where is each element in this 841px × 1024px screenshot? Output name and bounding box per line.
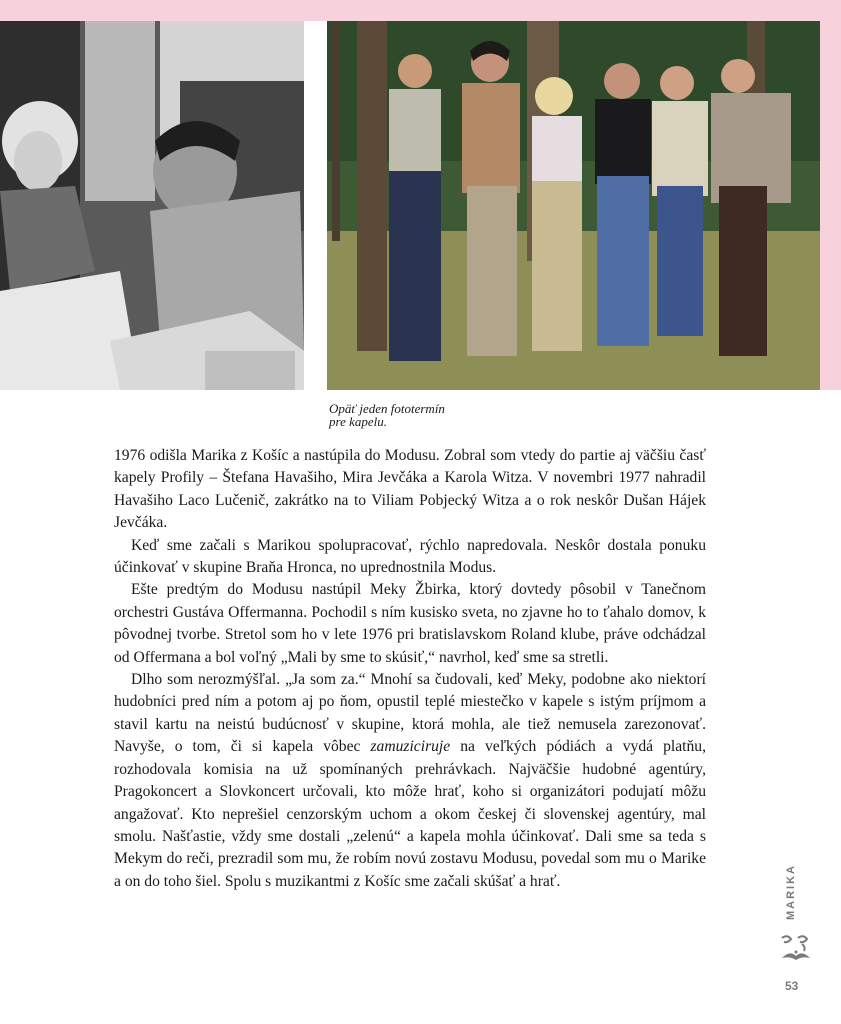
photo-caption	[329, 402, 549, 428]
photo-black-white-couple	[0, 21, 304, 390]
paragraph: Ešte predtým do Modusu nastúpil Meky Žbirka, ktorý dovtedy pôsobil v Tanečnom orchestri Gustáva Offermanna. Pochodil s ním kusisko sveta, no zjavne ho to ťahalo domov, k pôvodnej tvorbe. Stretol som ho v lete 1976 pri bratislavskom Roland klube, práve odchádzal od Offermana a bol voľný „Mali by sme to skúsiť,“ navrhol, keď sme sa stretli.	[114, 581, 706, 666]
right-pink-band	[820, 0, 841, 390]
chapter-name: MARIKA	[785, 864, 797, 920]
caption-line-2: pre kapelu.	[329, 414, 387, 429]
paragraph	[114, 669, 706, 893]
photo-band-group-outdoor	[327, 21, 820, 390]
emphasized-word: zamuziciruje	[370, 738, 451, 756]
article-body	[114, 445, 706, 893]
paragraph-text: na veľkých pódiách a vydá platňu, rozhodovala komisia na už spomínaných prehrávkach. Najväčšie hudobné agentúry, Pragokoncert a Slovkoncert určovali, kto môže hrať, koho si organizátori podujatí môžu angažovať. Kto neprešiel cenzorským uchom a okom českej či slovenskej agentúry, mal smolu. Našťastie, vždy sme dostali „zelenú“ a kapela mohla účinkovať. Dali sme sa teda s Mekym do reči, prezradil som mu, že robím novú zostavu Modusu, povedal som mu o Marike a on do toho šiel. Spolu s muzikantmi z Košíc sme začali skúšať a hrať.	[114, 738, 706, 890]
chapter-logo-icon	[778, 930, 814, 966]
page-number: 53	[785, 979, 799, 993]
top-pink-band	[0, 0, 841, 21]
paragraph-text: Dlho som nerozmýšľal. „Ja som za.“ Mnohí sa čudovali, keď Meky, podobne ako niektorí hudobníci pred ním a potom aj po ňom, opustil teplé miestečko v kapele s istým príjmom a stavil kartu na neistú budúcnosť v skupine, ktorá mohla, ale tiež nemusela zarezonovať. Navyše, o tom, či si kapela vôbec	[114, 671, 706, 756]
paragraph: Keď sme začali s Marikou spolupracovať, rýchlo napredovala. Neskôr dostala ponuku účinkovať v skupine Braňa Hronca, no uprednostnila Modus.	[114, 536, 706, 577]
paragraph: 1976 odišla Marika z Košíc a nastúpila do Modusu. Zobral som vtedy do partie aj väčšiu časť kapely Profily – Štefana Havašiho, Mira Jevčáka a Karola Witza. V novembri 1977 nahradil Havašiho Laco Lučenič, zakrátko na to Viliam Pobjecký Witza a o rok neskôr Dušan Hájek Jevčáka.	[114, 447, 706, 532]
chapter-side-label	[777, 864, 807, 928]
caption-line-1: Opäť jeden fototermín	[329, 401, 445, 416]
